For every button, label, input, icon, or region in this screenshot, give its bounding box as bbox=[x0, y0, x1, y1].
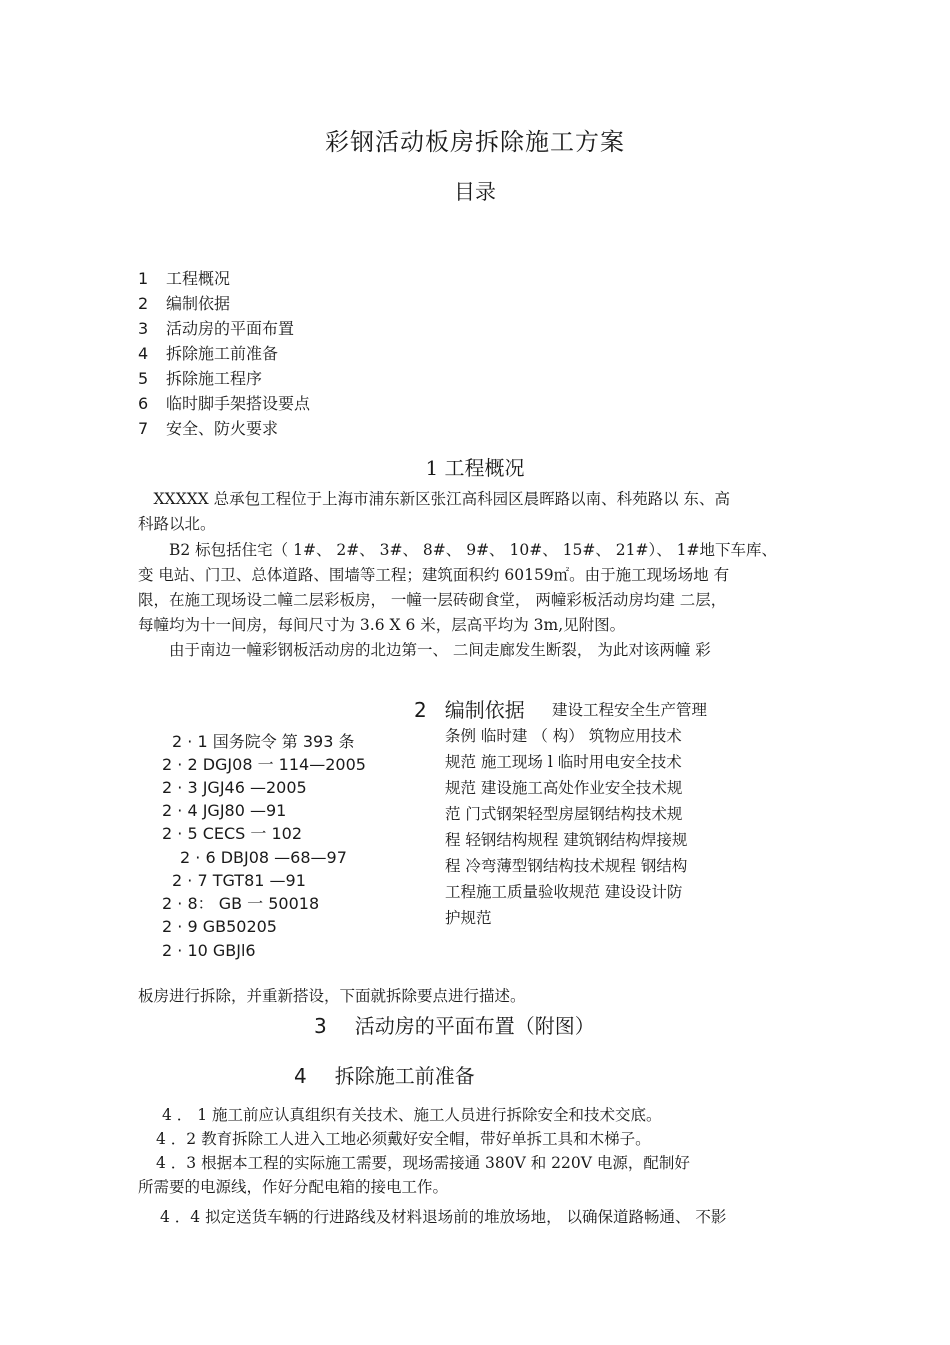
toc-item: 2 编制依据 bbox=[138, 294, 231, 313]
standard-item: 2 · 10 GBJl6 bbox=[162, 941, 256, 960]
section-4-item: 4 ．4 拟定送货车辆的行进路线及材料退场前的堆放场地， 以确保道路畅通、 不影 bbox=[160, 1208, 727, 1226]
section-1-paragraph-3-continued: 板房进行拆除，并重新搭设，下面就拆除要点进行描述。 bbox=[138, 987, 526, 1005]
compilation-basis-continued: 条例 临时建 （ 构） 筑物应用技术 规范 施工现场 l 临时用电安全技术 规范 建设施工高处作业安全技术规 范 门式钢架轻型房屋钢结构技术规 程 轻钢结构规程 建筑钢结构焊接规 程 冷弯薄型钢结构技术规程 钢结构 工程施工质量验收规范 建设设计防 护规范 bbox=[445, 727, 688, 927]
section-4-item-continued: 所需要的电源线，作好分配电箱的接电工作。 bbox=[138, 1178, 449, 1196]
toc-item: 4 拆除施工前准备 bbox=[138, 344, 279, 363]
table-of-contents bbox=[138, 266, 310, 441]
section-1-paragraph-1: XXXXX 总承包工程位于上海市浦东新区张江高科园区晨晖路以南、科苑路以 东、高 科路以北。 bbox=[138, 490, 731, 533]
section-2-heading: 2 编制依据 bbox=[414, 698, 525, 722]
standard-item: 2 · 4 JGJ80 —91 bbox=[162, 801, 287, 820]
section-4-item: 4 ．2 教育拆除工人进入工地必须戴好安全帽，带好单拆工具和木梯子。 bbox=[156, 1130, 651, 1148]
standard-item: 2 · 9 GB50205 bbox=[162, 917, 277, 936]
toc-item: 5 拆除施工程序 bbox=[138, 369, 263, 388]
section-4-item: 4 ． 1 施工前应认真组织有关技术、施工人员进行拆除安全和技术交底。 bbox=[162, 1106, 662, 1124]
standard-item: 2 · 5 CECS 一 102 bbox=[162, 824, 303, 843]
section-1-paragraph-2: B2 标包括住宅（ 1#、 2#、 3#、 8#、 9#、 10#、 15#、 21#）、 1#地下车库、 变 电站、门卫、总体道路、围墙等工程；建筑面积约 60159㎡。由于施工现场场地 有 限，在施工现场设二幢二层彩板房， 一幢一层砖砌食堂， 两幢彩板活动房均建 二层， 每幢均为十一间房，每间尺寸为 3.6 X 6 米，层高平均为 3m,见附图。 bbox=[138, 541, 777, 634]
compilation-basis-text: 建设工程安全生产管理 bbox=[552, 701, 708, 719]
document-title: 彩钢活动板房拆除施工方案 bbox=[325, 128, 625, 156]
standard-item: 2 · 6 DBJ08 —68—97 bbox=[180, 848, 347, 867]
standard-item: 2 · 8： GB 一 50018 bbox=[162, 894, 320, 913]
toc-item: 3 活动房的平面布置 bbox=[138, 319, 295, 338]
standard-item: 2 · 1 国务院令 第 393 条 bbox=[172, 732, 355, 751]
toc-item: 6 临时脚手架搭设要点 bbox=[138, 394, 311, 413]
section-4-heading: 4 拆除施工前准备 bbox=[294, 1064, 475, 1088]
toc-heading: 目录 bbox=[454, 180, 496, 204]
section-1-heading: 1 工程概况 bbox=[425, 456, 525, 480]
standard-item: 2 · 7 TGT81 —91 bbox=[172, 871, 306, 890]
section-3-heading: 3 活动房的平面布置（附图） bbox=[314, 1014, 595, 1038]
standard-item: 2 · 2 DGJ08 一 114—2005 bbox=[162, 755, 366, 774]
section-1-paragraph-3: 由于南边一幢彩钢板活动房的北边第一、 二间走廊发生断裂， 为此对该两幢 彩 bbox=[138, 641, 711, 659]
standard-item: 2 · 3 JGJ46 —2005 bbox=[162, 778, 307, 797]
toc-item: 7 安全、防火要求 bbox=[138, 419, 279, 438]
toc-item: 1 工程概况 bbox=[138, 269, 231, 288]
section-4-item: 4 ．3 根据本工程的实际施工需要，现场需接通 380V 和 220V 电源，配制好 bbox=[156, 1154, 690, 1172]
